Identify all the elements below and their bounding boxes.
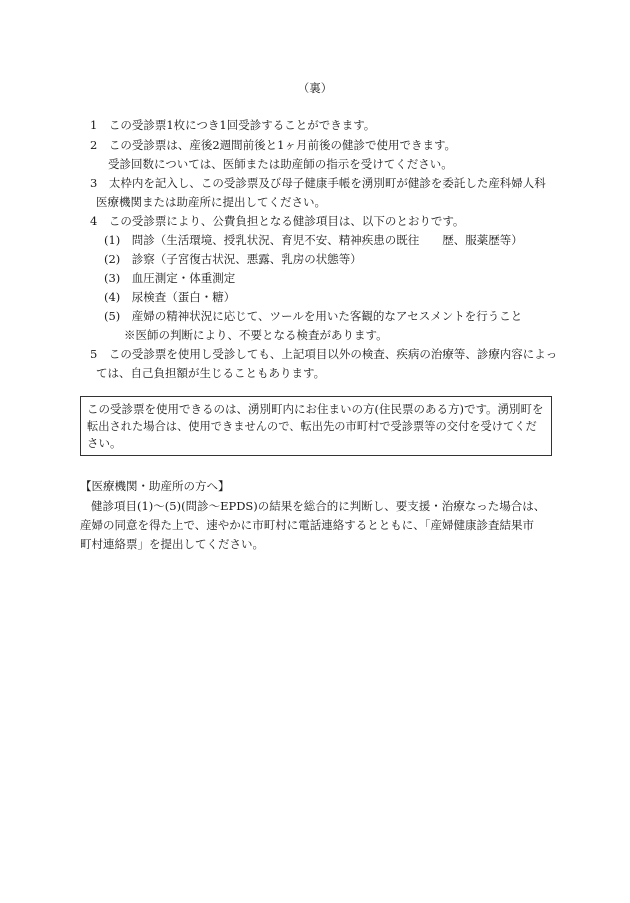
residency-notice-box [80, 396, 552, 456]
medical-section-text: 健診項目(1)～(5)(問診～EPDS)の結果を総合的に判断し、要支援・治療なった場合は、 [91, 499, 546, 513]
instruction-item-4: 4 この受診票により、公費負担となる健診項目は、以下のとおりです。 [90, 214, 465, 228]
exam-item-5: (5) 産婦の精神状況に応じて、ツールを用いた客観的なアセスメントを行うこと [104, 309, 523, 323]
notice-line: 転出された場合は、使用できませんので、転出先の市町村で受診票等の交付を受けてくだ [87, 420, 537, 433]
instruction-item-5-continued: ては、自己負担額が生じることもあります。 [96, 366, 326, 380]
instruction-item-1: 1 この受診票1枚につき1回受診することができます。 [90, 118, 376, 132]
exam-item-3: (3) 血圧測定・体重測定 [104, 271, 236, 285]
instruction-item-5: 5 この受診票を使用し受診しても、上記項目以外の検査、疾病の治療等、診療内容によっ [90, 347, 558, 361]
medical-section-text: 町村連絡票」を提出してください。 [80, 537, 264, 551]
medical-section-text: 産婦の同意を得た上で、速やかに市町村に電話連絡するとともに、「産婦健康診査結果市 [80, 518, 535, 532]
exam-item-2: (2) 診察（子宮復古状況、悪露、乳房の状態等） [104, 252, 362, 266]
instruction-item-2-continued: 受診回数については、医師または助産師の指示を受けてください。 [108, 157, 453, 171]
exam-item-1: (1) 問診（生活環境、授乳状況、育児不安、精神疾患の既往 歴、服薬歴等） [104, 233, 523, 247]
instruction-item-3: 3 太枠内を記入し、この受診票及び母子健康手帳を湧別町が健診を委託した産科婦人科 [90, 176, 546, 190]
instruction-item-3-continued: 医療機関または助産所に提出してください。 [96, 195, 326, 209]
medical-section-heading: 【医療機関・助産所の方へ】 [80, 479, 230, 493]
notice-line: この受診票を使用できるのは、湧別町内にお住まいの方(住民票のある方)です。湧別町を [87, 402, 544, 416]
exam-note: ※医師の判断により、不要となる検査があります。 [124, 328, 388, 342]
page-title: （裏） [297, 81, 333, 95]
exam-item-4: (4) 尿検査（蛋白・糖） [104, 290, 236, 304]
instruction-item-2: 2 この受診票は、産後2週間前後と1ヶ月前後の健診で使用できます。 [90, 138, 457, 152]
notice-line: さい。 [87, 436, 122, 450]
